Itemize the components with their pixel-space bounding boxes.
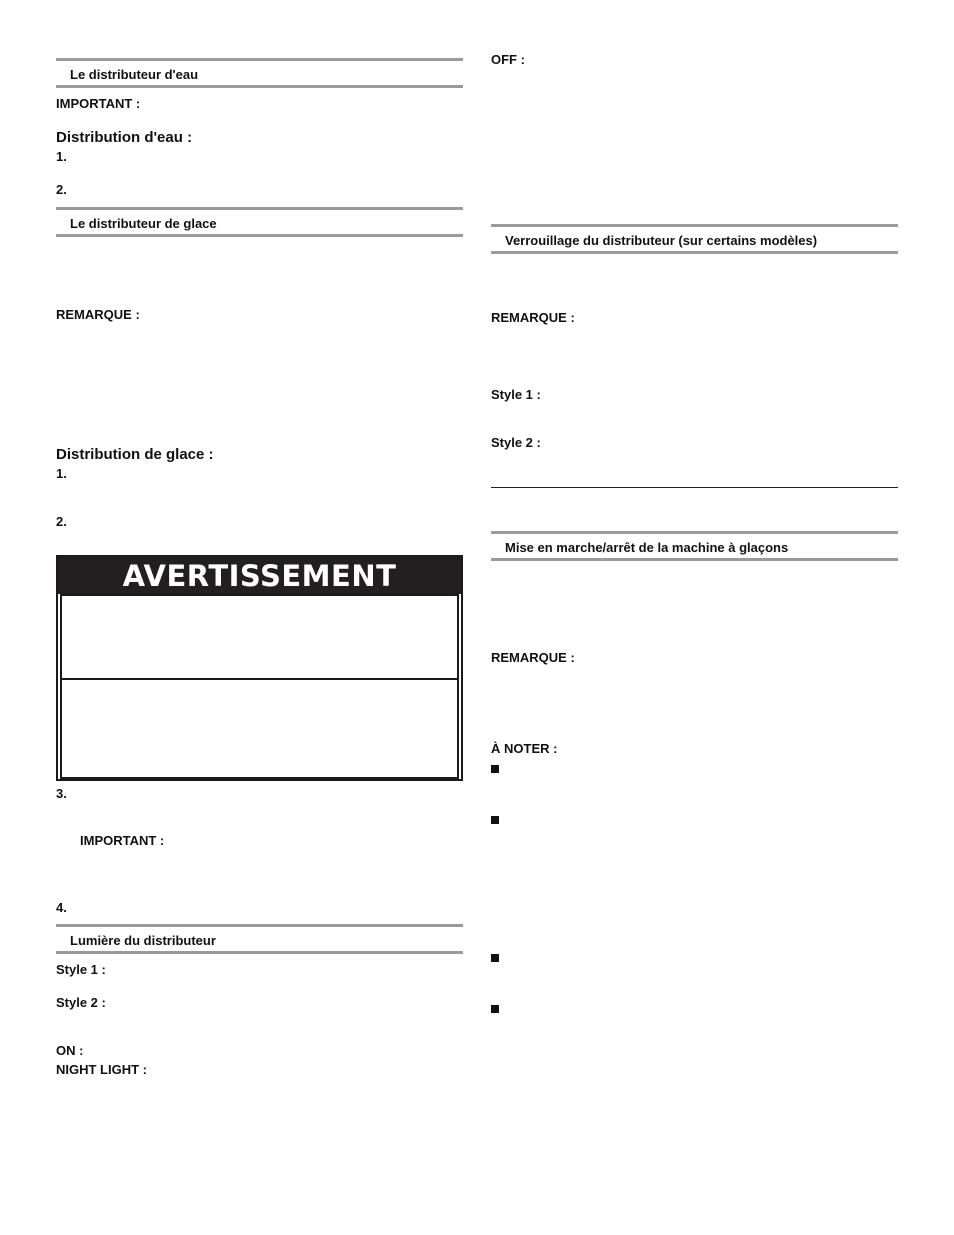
warning-panel-top — [60, 594, 459, 680]
style1-label: Style 1 : — [56, 962, 106, 977]
note-label: À NOTER : — [491, 741, 558, 756]
warning-header — [58, 557, 461, 594]
remarque-label: REMARQUE : — [491, 310, 575, 325]
on-label: ON : — [56, 1043, 84, 1058]
bullet-icon — [491, 765, 499, 773]
bullet-icon — [491, 1005, 499, 1013]
step-number: 1. — [56, 149, 67, 164]
section-title: Mise en marche/arrêt de la machine à glaçons — [505, 540, 789, 555]
step-number: 3. — [56, 786, 67, 801]
section-title: Le distributeur d'eau — [70, 67, 199, 82]
important-label: IMPORTANT : — [56, 96, 141, 111]
remarque-label: REMARQUE : — [56, 307, 140, 322]
step-number: 2. — [56, 514, 67, 529]
style2-label: Style 2 : — [56, 995, 106, 1010]
section-title: Verrouillage du distributeur (sur certains modèles) — [505, 233, 818, 248]
subheading-ice-dispensing: Distribution de glace : — [56, 446, 214, 463]
section-header-water-dispenser — [56, 58, 463, 88]
step-number: 4. — [56, 900, 67, 915]
step-number: 2. — [56, 182, 67, 197]
warning-title: AVERTISSEMENT — [122, 559, 397, 593]
night-light-label: NIGHT LIGHT : — [56, 1062, 147, 1077]
step-number: 1. — [56, 466, 67, 481]
section-header-icemaker-toggle — [491, 531, 898, 561]
off-label: OFF : — [491, 52, 525, 67]
important-label: IMPORTANT : — [80, 833, 165, 848]
section-title: Le distributeur de glace — [70, 216, 217, 231]
remarque-label: REMARQUE : — [491, 650, 575, 665]
subheading-water-dispensing: Distribution d'eau : — [56, 129, 193, 146]
divider — [491, 487, 898, 488]
style2-label: Style 2 : — [491, 435, 541, 450]
section-header-dispenser-light — [56, 924, 463, 954]
warning-box — [56, 555, 463, 781]
section-header-dispenser-lock — [491, 224, 898, 254]
section-title: Lumière du distributeur — [70, 933, 216, 948]
bullet-icon — [491, 816, 499, 824]
style1-label: Style 1 : — [491, 387, 541, 402]
warning-panel-bottom — [60, 678, 459, 779]
section-header-ice-dispenser — [56, 207, 463, 237]
bullet-icon — [491, 954, 499, 962]
